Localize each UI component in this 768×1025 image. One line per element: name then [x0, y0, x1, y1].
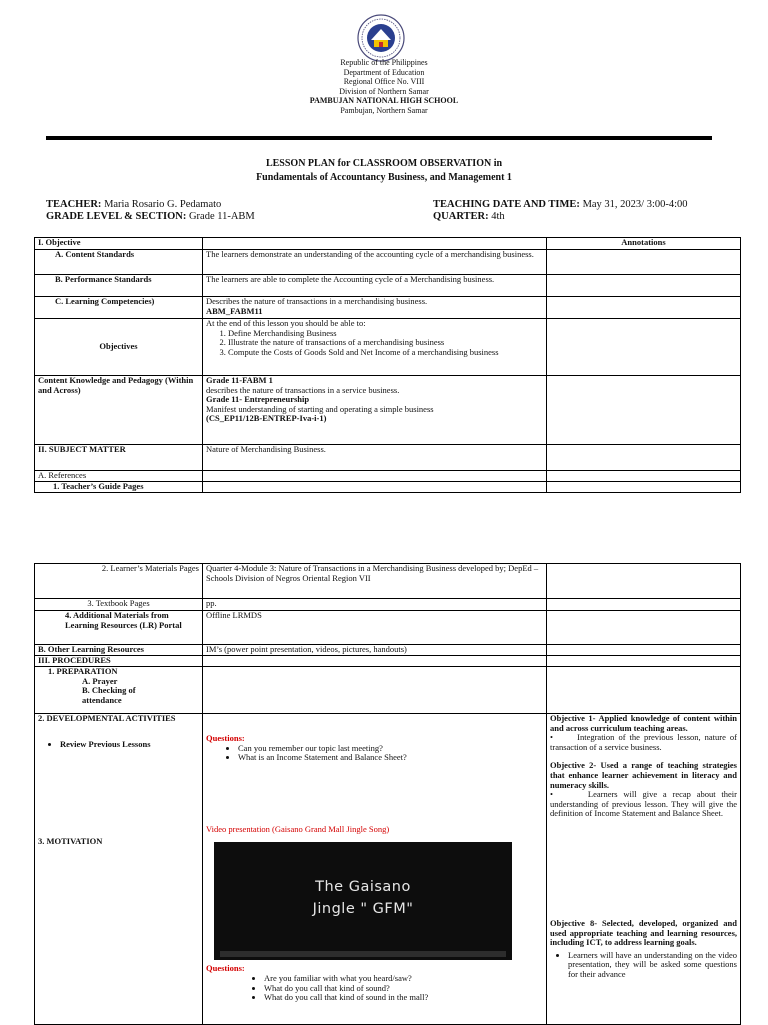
- lesson-plan-table-page2: 2. Learner’s Materials Pages Quarter 4-Module 3: Nature of Transactions in a Merchandising Business developed by; DepEd –Schools Division of Negros Oriental Region VII 3. Textbook Pages pp. 4. Additional Materials from Learning Resources (LR) Portal Offline LRMDS B. Other Learning Resources IM’s (power point presentation, videos, pictures, handouts) III. PROCEDURES 1. PREPARATION A. Prayer B. Checking of attendance 2. DEVELOPMENTAL ACTIVITIES • Review Previous Lessons 3. MOTIVATION Questions: • Can you remember our topic last meeting? • What is an Income Statement and Balance Sheet? Video presentation (Gaisano Grand Mall Jingle Song) The Gaisano Jingle " GFM" Questions: • Are you familiar with what you heard/saw? • What do you call that kind of sound? • What do you call that kind of sound in the mall? Objective 1- Applied knowledge of content within and across curriculum teaching areas. • Integration of the previous lesson, nature of transaction of a service business. Objective 2- Used a range of teaching strategies that enhance learner achievement in literacy and numeracy skills. • Learners will give a recap about their understanding of previous lesson. They will give the definition of Income Statement and Balance Sheet. Objective 8- Selected, developed, organized and used appropriate teaching and learning resources, including ICT, to address learning goals. • Learners will have an understanding on the video presentation, they will be asked some questions for their advance: [34, 563, 741, 1025]
- list-item: 2. Illustrate the nature of transactions of a merchandising business: [228, 338, 543, 348]
- annotation-objective2-heading: Objective 2- Used a range of teaching strategies that enhance learner achievement in literacy and numeracy skills.: [550, 760, 737, 790]
- procedures-label: III. PROCEDURES: [35, 656, 203, 667]
- schedule-info: [433, 199, 688, 223]
- references-label: A. References: [35, 471, 203, 482]
- list-item: • Can you remember our topic last meeting?: [238, 744, 543, 754]
- ckp-grade1: Grade 11-FABM 1: [206, 375, 273, 385]
- ckp-grade2-text: Manifest understanding of starting and operating a simple business: [206, 403, 434, 414]
- performance-standards-text: The learners are able to complete the Accounting cycle of a Merchandising business.: [203, 275, 547, 297]
- list-item: 3. Compute the Costs of Goods Sold and Net Income of a merchandising business: [228, 348, 543, 358]
- title-line: LESSON PLAN for CLASSROOM OBSERVATION in: [265, 158, 503, 169]
- annotation-objective1-heading: Objective 1- Applied knowledge of content within and across curriculum teaching areas.: [550, 713, 737, 733]
- school-name: PAMBUJAN NATIONAL HIGH SCHOOL: [309, 96, 459, 105]
- annotations-heading: Annotations: [547, 238, 741, 250]
- teacher-label: TEACHER:: [46, 199, 102, 210]
- grade-section: Grade 11-ABM: [186, 211, 255, 222]
- review-previous-lessons: • Review Previous Lessons: [60, 740, 199, 750]
- list-item: 1. Define Merchandising Business: [228, 329, 543, 339]
- textbook-text: pp.: [203, 599, 547, 611]
- header-line: Regional Office No. VIII: [343, 77, 425, 86]
- objectives-list: [206, 329, 543, 358]
- developmental-activities-label: 2. DEVELOPMENTAL ACTIVITIES: [38, 713, 176, 723]
- teacher-name: Maria Rosario G. Pedamato: [101, 199, 222, 210]
- learners-materials-text: Quarter 4-Module 3: Nature of Transactions in a Merchandising Business developed by; DepEd –Schools Division of Negros Oriental Region VII: [203, 564, 547, 599]
- motivation-label: 3. MOTIVATION: [38, 836, 103, 847]
- teacher-info: [46, 199, 255, 223]
- video-progress-bar[interactable]: [220, 951, 506, 957]
- quarter-label: QUARTER:: [433, 211, 489, 222]
- annotation-objective2-text: Learners will give a recap about their understanding of previous lesson. They will give the definition of Income Statement and Balance Sheet.: [550, 789, 737, 819]
- review-list: [38, 740, 199, 750]
- annotation-objective8-heading: Objective 8- Selected, developed, organized and used appropriate teaching and learning resources, including ICT, to address learning goals.: [550, 917, 737, 948]
- video-thumbnail[interactable]: [214, 842, 512, 960]
- competencies-text: Describes the nature of transactions in a merchandising business.: [206, 296, 428, 306]
- date-label: TEACHING DATE AND TIME:: [433, 199, 580, 210]
- subject-matter-label: II. SUBJECT MATTER: [35, 445, 203, 471]
- objectives-label: Objectives: [35, 319, 203, 376]
- annotation-objective8-list: [550, 951, 737, 980]
- performance-standards-label: B. Performance Standards: [35, 275, 203, 297]
- document-title: [0, 157, 768, 185]
- textbook-label: 3. Textbook Pages: [35, 599, 203, 611]
- title-line: Fundamentals of Accountancy Business, and Management 1: [256, 172, 512, 183]
- learning-competencies-label: C. Learning Competencies): [35, 297, 203, 319]
- competencies-code: ABM_FABM11: [206, 305, 263, 316]
- checking-attendance-label: B. Checking of attendance: [82, 685, 136, 705]
- lesson-plan-table-page1: [34, 237, 741, 493]
- quarter-value: 4th: [488, 211, 505, 222]
- school-address: Pambujan, Northern Samar: [340, 105, 428, 115]
- ckp-grade1-text: describes the nature of transactions in a service business.: [206, 384, 400, 395]
- other-resources-label: B. Other Learning Resources: [35, 645, 203, 656]
- prayer-label: A. Prayer: [82, 675, 118, 686]
- list-item: • What do you call that kind of sound in the mall?: [264, 993, 543, 1003]
- content-standards-label: A. Content Standards: [35, 250, 203, 275]
- grade-label: GRADE LEVEL & SECTION:: [46, 211, 187, 222]
- letterhead: [0, 58, 768, 115]
- list-item: • What is an Income Statement and Balance Sheet?: [238, 753, 543, 763]
- motivation-questions-list: [206, 974, 543, 1003]
- ckp-code: (CS_EP11/12B-ENTREP-Iva-i-1): [206, 413, 327, 424]
- review-questions-list: [206, 744, 543, 763]
- ckp-grade2: Grade 11- Entrepreneurship: [206, 394, 310, 405]
- objective-heading: I. Objective: [35, 238, 203, 250]
- other-resources-text: IM’s (power point presentation, videos, pictures, handouts): [203, 645, 547, 656]
- annotation-objective8-text: • Learners will have an understanding on the video presentation, they will be asked some questions for their advance: [568, 951, 737, 980]
- header-line: Department of Education: [343, 67, 425, 77]
- header-divider: [46, 136, 712, 140]
- learners-materials-label: 2. Learner’s Materials Pages: [35, 564, 203, 599]
- content-standards-text: The learners demonstrate an understanding of the accounting cycle of a merchandising business.: [203, 250, 547, 275]
- teaching-date: May 31, 2023/ 3:00-4:00: [579, 199, 688, 210]
- header-line: Division of Northern Samar: [339, 86, 429, 96]
- preparation-label: 1. PREPARATION: [48, 666, 118, 676]
- questions2-label: Questions:: [206, 963, 245, 974]
- additional-materials-label: 4. Additional Materials from Learning Resources (LR) Portal: [35, 611, 203, 645]
- video-title-line: The Gaisano: [315, 879, 411, 896]
- list-item: • What do you call that kind of sound?: [264, 984, 543, 994]
- objectives-intro: At the end of this lesson you should be able to:: [206, 318, 366, 328]
- video-presentation-label: Video presentation (Gaisano Grand Mall Jingle Song): [206, 823, 390, 834]
- subject-matter-text: Nature of Merchandising Business.: [203, 445, 547, 471]
- list-item: • Are you familiar with what you heard/saw?: [264, 974, 543, 984]
- additional-materials-text: Offline LRMDS: [203, 611, 547, 645]
- header-line: Republic of the Philippines: [340, 58, 428, 67]
- annotation-objective1-text: Integration of the previous lesson, nature of transaction of a service business.: [550, 732, 737, 752]
- deped-seal-icon: [357, 14, 405, 62]
- content-knowledge-label: Content Knowledge and Pedagogy (Within and Across): [35, 376, 203, 445]
- video-title: [214, 876, 512, 920]
- teachers-guide-label: 1. Teacher’s Guide Pages: [35, 482, 203, 493]
- questions-label: Questions:: [206, 733, 245, 743]
- video-title-line: Jingle " GFM": [312, 901, 414, 918]
